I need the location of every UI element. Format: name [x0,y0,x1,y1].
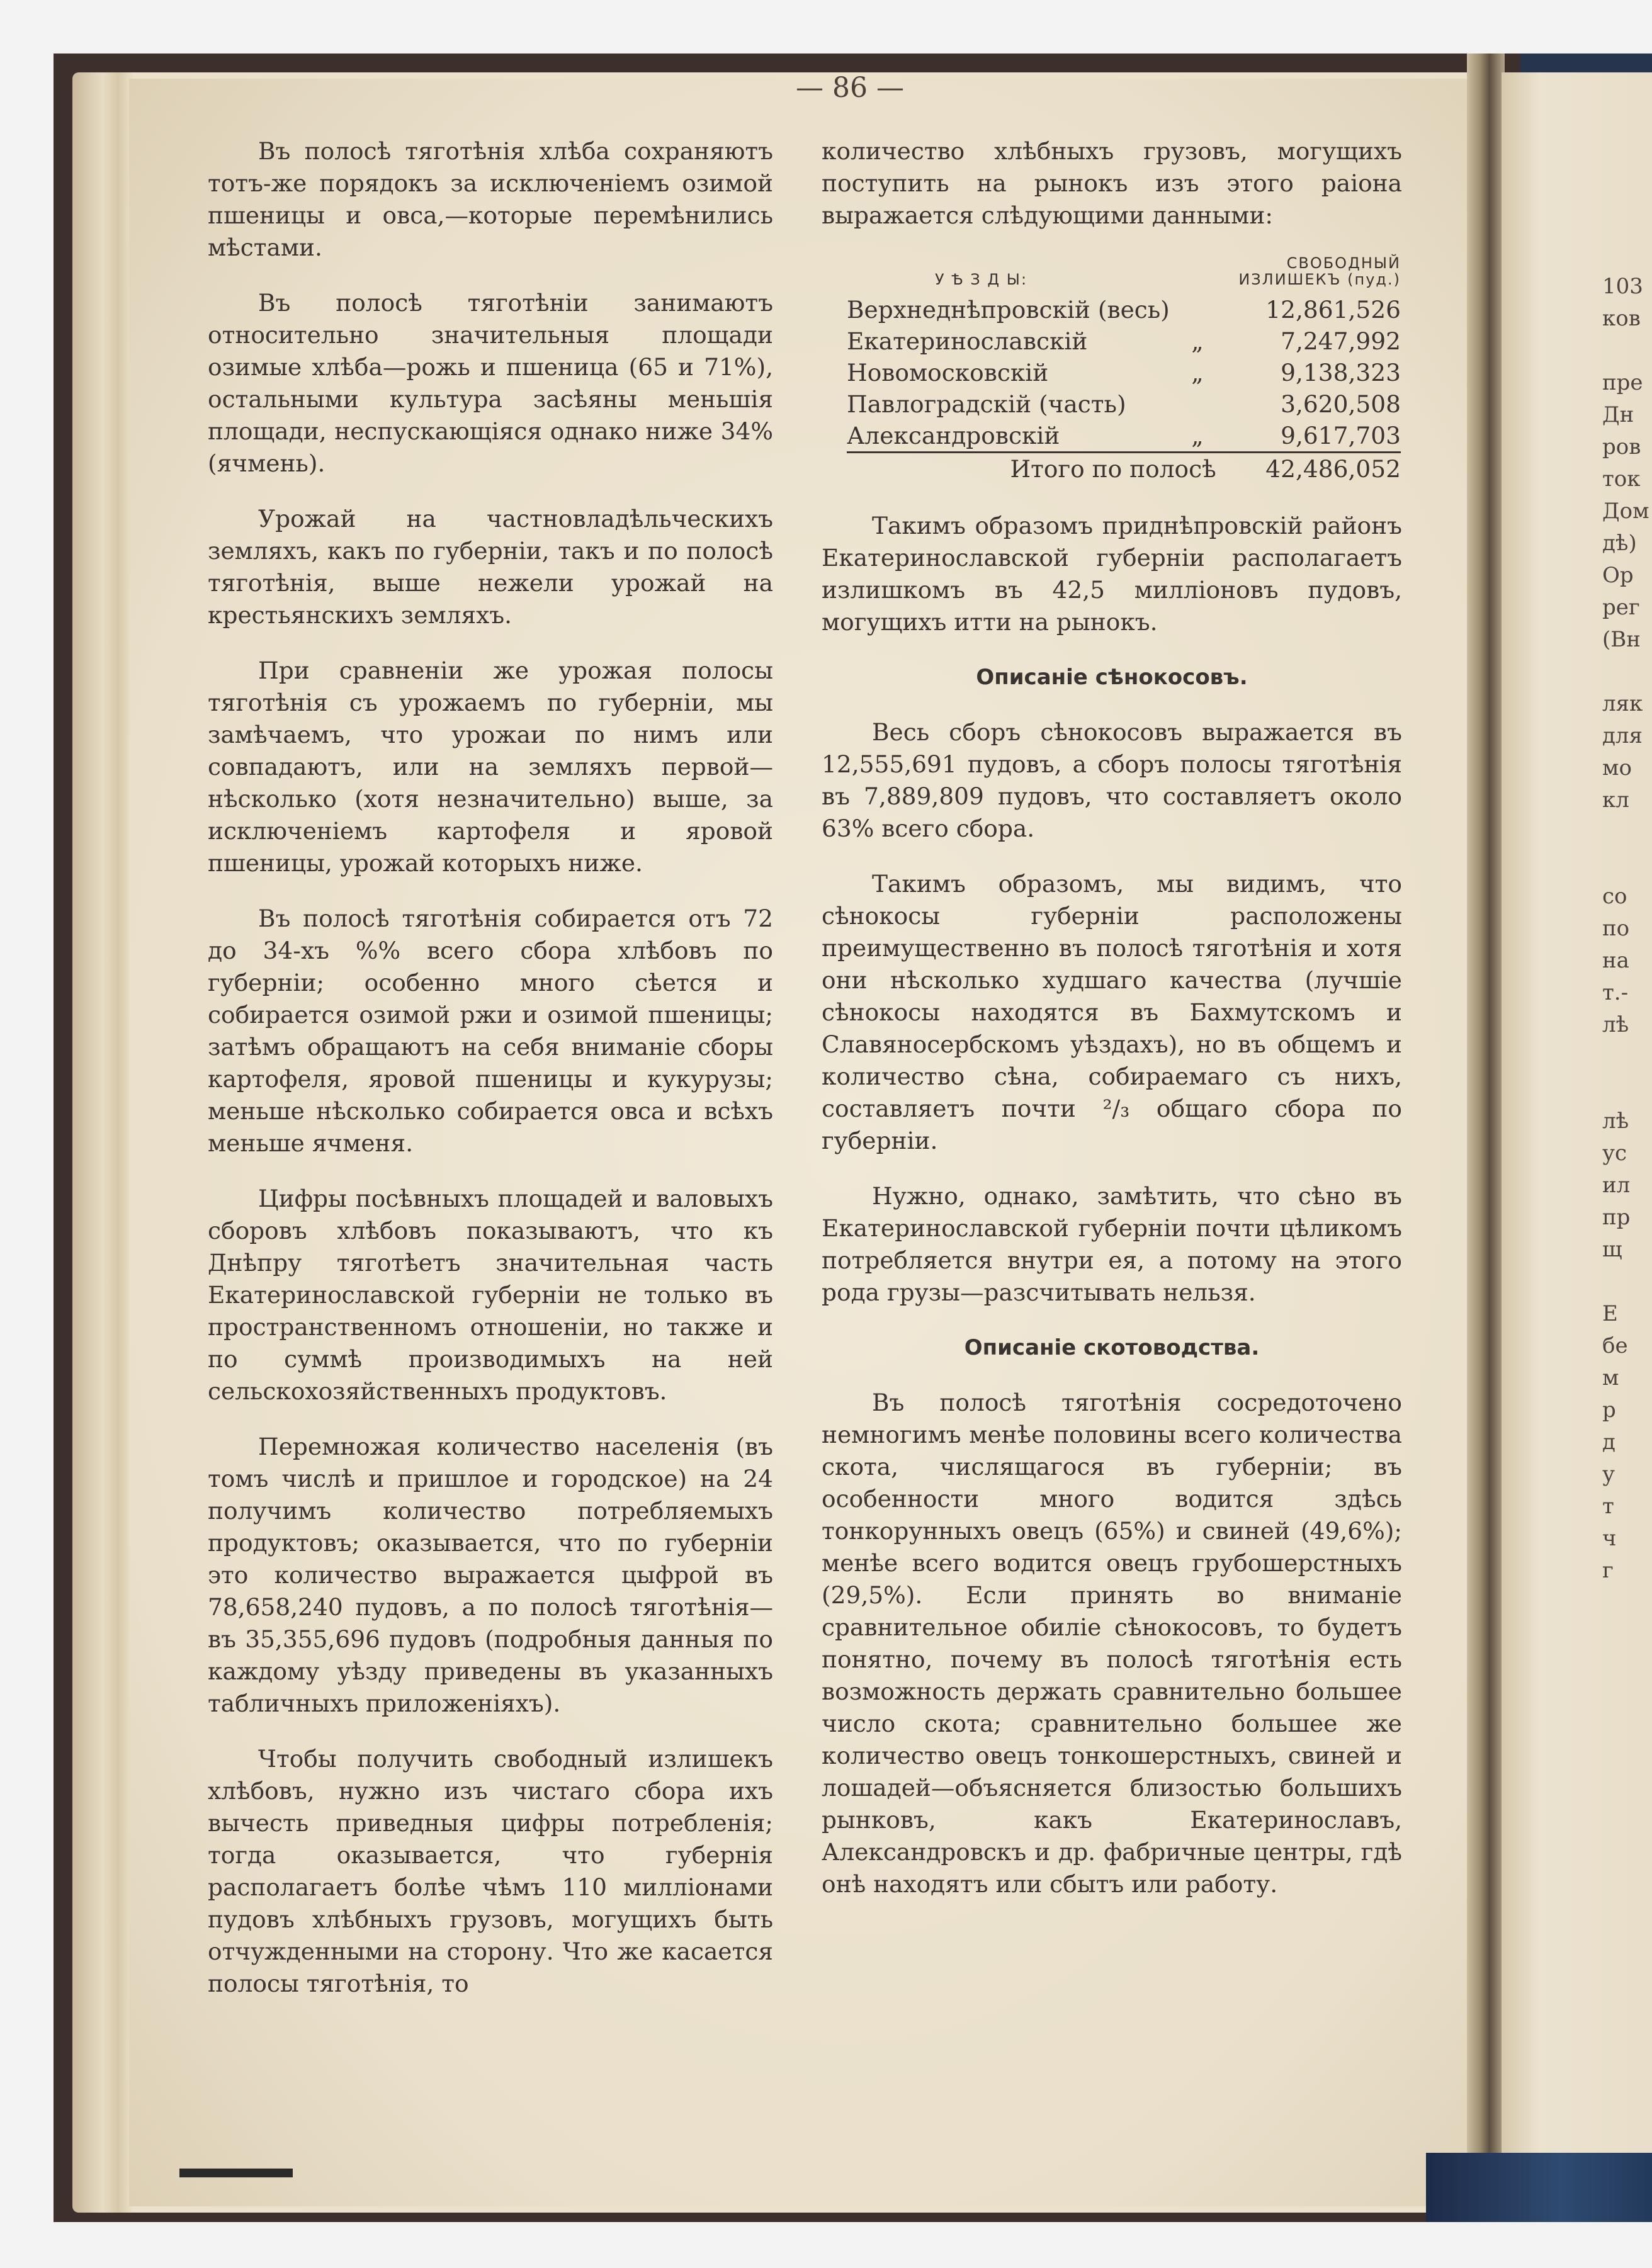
section-paragraph: Такимъ образомъ, мы видимъ, что сѣнокосы губерніи расположены преимущественно въ полосѣ тяготѣнія и хотя они нѣсколько худшаго качества (лучшіе сѣнокосы находятся въ Бахмутскомъ и Славяносербскомъ уѣздахъ), но въ общемъ и количество сѣна, собираемаго съ нихъ, составляетъ почти ²/₃ общаго сбора по губерніи. [822,870,1402,1154]
facing-page-fragment: ляк [1602,691,1643,716]
left-paragraph: При сравненіи же урожая полосы тяготѣнія съ урожаемъ по губерніи, мы замѣчаемъ, что урожаи по нимъ или совпадаютъ, или на земляхъ первой—нѣсколько (хотя незначительно) выше, за исключеніемъ картофеля и яровой пшеницы, урожай которыхъ ниже. [208,657,773,877]
left-paragraph: Цифры посѣвныхъ площадей и валовыхъ сборовъ хлѣбовъ показываютъ, что къ Днѣпру тяготѣетъ значительная часть Екатеринославской губерніи не только въ пространственномъ отношеніи, но также и по суммѣ производимыхъ на ней сельскохозяйственныхъ продуктовъ. [208,1185,773,1405]
facing-page-fragment: мо [1602,755,1632,781]
district-name: Александровскій „ [847,420,1223,453]
page-number: — 86 — [796,72,904,104]
facing-page-fragment [1602,335,1652,367]
table-header-districts: У Ѣ З Д Ы: [935,271,1028,288]
section-paragraph: Въ полосѣ тяготѣнія сосредоточено немногимъ менѣе половины всего количества скота, числящагося въ губерніи; въ особенности много водится здѣсь тонкорунныхъ овецъ (65%) и свиней (49,6%); менѣе всего водится овецъ грубошерстныхъ (29,5%). Если принять во вниманіе сравнительное обиліе сѣнокосовъ, то будетъ понятно, почему въ полосѣ тяготѣнія есть возможность держать сравнительно большее число скота; сравнительно большее же количество овецъ тонкошерстныхъ, свиней и лошадей—объясняется близостью большихъ рынковъ, какъ Екатеринославъ, Александровскъ и др. фабричные центры, гдѣ онѣ находятъ или сбытъ или работу. [822,1389,1402,1898]
facing-page-fragment: лѣ [1602,1109,1629,1134]
left-paragraph: Перемножая количество населенія (въ томъ числѣ и пришлое и городское) на 24 получимъ количество потребляемыхъ продуктовъ; оказывается, что по губерніи это количество выражается цыфрой въ 78,658,240 пудовъ, а по полосѣ тяготѣнія—въ 35,355,696 пудовъ (подробныя данныя по каждому уѣзду приведены въ указанныхъ табличныхъ приложеніяхъ). [208,1433,773,1717]
district-surplus: 12,861,526 [1265,296,1401,324]
section-livestock-body [822,1387,1402,1900]
facing-page-fragment [1602,1266,1652,1298]
after-table-paragraph: Такимъ образомъ приднѣпровскій районъ Екатеринославской губерніи располагаетъ излишкомъ въ 42,5 милліоновъ пудовъ, могущихъ итти на рынокъ. [822,512,1402,636]
facing-page-fragment: г [1602,1558,1614,1583]
district-name: Павлоградскій (часть) [847,390,1126,418]
district-surplus: 9,617,703 [1281,422,1401,449]
facing-page-fragment: на [1602,948,1629,973]
facing-page-fragment: (Вн [1602,627,1641,652]
left-paragraph: Въ полосѣ тяготѣніи занимаютъ относительно значительныя площади озимые хлѣба—рожь и пшеница (65 и 71%), остальными культура засѣяны меньшія площади, неспускающіяся однако ниже 34% (ячмень). [208,289,773,477]
table-row [847,325,1401,357]
facing-page-fragment [1602,1073,1652,1105]
table-row [847,294,1401,325]
book-spine [1467,54,1505,2222]
facing-page-fragment: рег [1602,595,1640,620]
table-row [847,357,1401,388]
total-label: Итого по полосѣ [847,453,1223,485]
facing-page-fragment: у [1602,1462,1615,1487]
facing-page-fragment [1602,849,1652,881]
facing-page-fragment: т.- [1602,980,1629,1005]
facing-page-fragment: 103 [1602,274,1643,299]
facing-page-fragment: щ [1602,1237,1622,1262]
facing-page-fragment: д [1602,1430,1615,1455]
facing-page-fragment: ил [1602,1173,1631,1198]
left-paragraph: Въ полосѣ тяготѣнія хлѣба сохраняютъ тотъ-же порядокъ за исключеніемъ озимой пшеницы и овса,—которые перемѣнились мѣстами. [208,137,773,261]
facing-page-fragment: ток [1602,466,1641,492]
facing-page-fragment: для [1602,723,1643,748]
facing-page-fragment: Ор [1602,563,1634,588]
facing-page-fragment: т [1602,1494,1614,1519]
ditto-mark: „ [1191,327,1204,355]
district-surplus: 7,247,992 [1281,327,1401,355]
facing-page-fragment: лѣ [1602,1012,1629,1037]
library-stamp [179,2169,293,2177]
facing-page-fragment: ков [1602,306,1641,331]
facing-page-fragment [1602,816,1652,849]
facing-page-fragment: м [1602,1365,1619,1391]
facing-page-fragment: Дом [1602,499,1649,524]
total-value: 42,486,052 [1223,453,1401,485]
surplus-table [847,255,1401,485]
facing-page-fragment: Е [1602,1301,1618,1326]
district-surplus: 3,620,508 [1281,390,1401,418]
section-paragraph: Весь сборъ сѣнокосовъ выражается въ 12,555,691 пудовъ, а сборъ полосы тяготѣнія въ 7,889,809 пудовъ, что составляетъ около 63% всего сбора. [822,718,1402,842]
ditto-mark: „ [1191,359,1204,386]
facing-page-fragment [1602,656,1652,688]
district-name: Верхнеднѣпровскій (весь) [847,296,1170,324]
facing-page-fragment: бе [1602,1333,1628,1358]
facing-page-fragment: кл [1602,787,1629,813]
facing-page-fragment: р [1602,1397,1616,1423]
table-total-row [847,453,1401,485]
facing-page-fragment: пре [1602,370,1643,395]
section-hayfields-body [822,716,1402,1309]
facing-page-fragment: Дн [1602,402,1634,427]
ditto-mark: „ [1191,422,1204,449]
section-title-livestock: Описаніе скотоводства. [964,1335,1260,1360]
left-text-column [208,135,773,2023]
facing-page-text-fragments [1602,271,1652,1587]
table-row [847,420,1401,453]
left-paragraph: Чтобы получить свободный излишекъ хлѣбовъ, нужно изъ чистаго сбора ихъ вычесть приведныя цифры потребленія; тогда оказывается, что губернія располагаетъ болѣе чѣмъ 110 милліонами пудовъ хлѣбныхъ грузовъ, могущихъ быть отчужденными на сторону. Что же касается полосы тяготѣнія, то [208,1745,773,1997]
facing-page-fragment: дѣ) [1602,531,1637,556]
district-surplus: 9,138,323 [1281,359,1401,386]
facing-page-fragment: ус [1602,1141,1627,1166]
table-row [847,388,1401,420]
left-paragraph: Въ полосѣ тяготѣнія собирается отъ 72 до 34-хъ %% всего сбора хлѣбовъ по губерніи; особенно много сѣется и собирается озимой ржи и озимой пшеницы; затѣмъ обращаютъ на себя вниманіе сборы картофеля, яровой пшеницы и кукурузы; меньше нѣсколько собирается овса и всѣхъ меньше ячменя. [208,905,773,1157]
district-name: Екатеринославскій „ [847,325,1223,357]
facing-page-fragment: ров [1602,434,1641,460]
right-intro-paragraph: количество хлѣбныхъ грузовъ, могущихъ поступить на рынокъ изъ этого раіона выражается слѣдующими данными: [822,137,1402,229]
binding-cloth-bottom [1426,2153,1652,2222]
facing-page-fragment [1602,1041,1652,1073]
section-title-hayfields: Описаніе сѣнокосовъ. [976,665,1248,690]
right-text-column [822,135,1402,1924]
table-header-surplus: СВОБОДНЫЙ ИЗЛИШЕКЪ (пуд.) [1238,254,1401,288]
binding-cloth-top [1520,54,1652,72]
facing-page-fragment: ч [1602,1526,1617,1551]
facing-page-fragment: пр [1602,1205,1631,1230]
facing-page-fragment: со [1602,884,1627,909]
left-paragraph: Урожай на частновладѣльческихъ земляхъ, какъ по губерніи, такъ и по полосѣ тяготѣнія, выше нежели урожай на крестьянскихъ земляхъ. [208,505,773,629]
facing-page-fragment: по [1602,916,1630,941]
section-paragraph: Нужно, однако, замѣтить, что сѣно въ Екатеринославской губерніи почти цѣликомъ потребляется внутри ея, а потому на этого рода грузы—разсчитывать нельзя. [822,1182,1402,1306]
district-name: Новомосковскій „ [847,357,1223,388]
